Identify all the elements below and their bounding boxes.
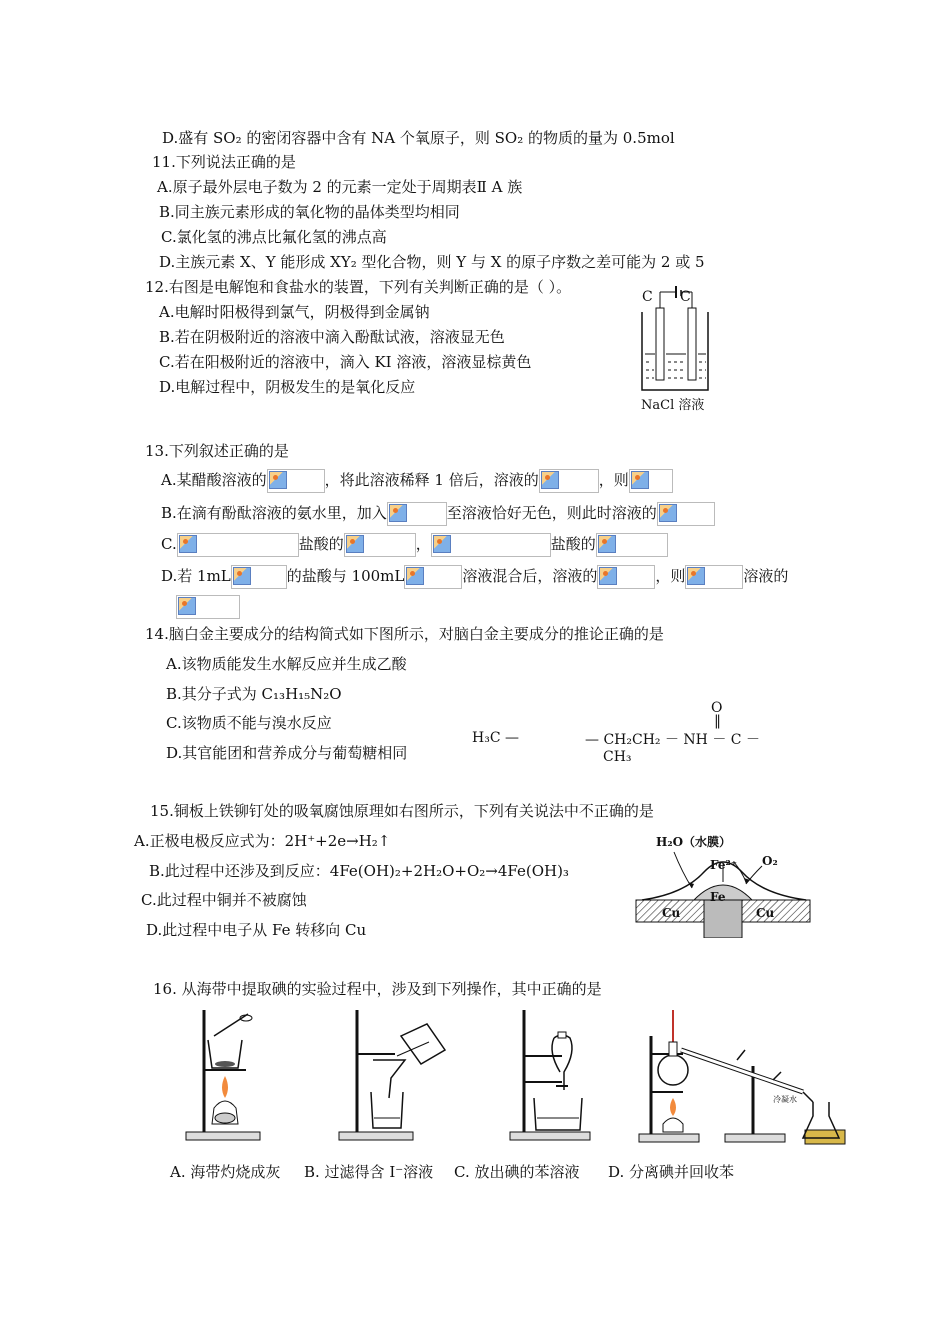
copper-label-left: Cu	[662, 906, 681, 920]
formula-image-placeholder	[231, 565, 287, 589]
q14-stem: 14.脑白金主要成分的结构简式如下图所示，对脑白金主要成分的推论正确的是	[145, 625, 664, 643]
image-icon	[541, 471, 559, 489]
image-icon	[346, 535, 364, 553]
image-icon	[233, 567, 251, 585]
q16-stem: 16. 从海带中提取碘的实验过程中，涉及到下列操作，其中正确的是	[153, 980, 602, 998]
q13-option-d-continued	[176, 593, 240, 619]
q14-option-b: B.其分子式为 C₁₃H₁₅N₂O	[166, 685, 342, 703]
electrolyte-label: NaCl 溶液	[641, 398, 705, 413]
apparatus-c-caption: C. 放出碘的苯溶液	[454, 1163, 580, 1181]
q12-option-c: C.若在阳极附近的溶液中，滴入 KI 溶液，溶液显棕黄色	[159, 353, 532, 371]
q13-option-c: C. 盐酸的 ， 盐酸的	[161, 531, 668, 557]
structure-methyl: CH₃	[603, 749, 632, 765]
q15-stem: 15.铜板上铁铆钉处的吸氧腐蚀原理如右图所示，下列有关说法中不正确的是	[150, 802, 654, 820]
structure-oxygen: O	[711, 700, 723, 716]
structure-left-group: H₃C —	[472, 730, 519, 746]
electrode-label-right: C	[680, 289, 691, 305]
q12-option-b: B.若在阴极附近的溶液中滴入酚酞试液，溶液显无色	[159, 328, 505, 346]
iron-label: Fe	[710, 890, 726, 904]
image-icon	[599, 567, 617, 585]
condenser-water-label: 冷凝水	[773, 1095, 797, 1104]
water-film-label: H₂O（水膜）	[656, 835, 732, 849]
formula-image-placeholder	[431, 533, 551, 557]
formula-image-placeholder	[404, 565, 462, 589]
q10-option-d: D.盛有 SO₂ 的密闭容器中含有 NA 个氧原子，则 SO₂ 的物质的量为 0.5mol	[162, 129, 675, 147]
image-icon	[179, 535, 197, 553]
q11-option-c: C.氯化氢的沸点比氟化氢的沸点高	[161, 228, 387, 246]
q14-option-c: C.该物质不能与溴水反应	[166, 714, 332, 732]
q15-option-b: B.此过程中还涉及到反应：4Fe(OH)₂+2H₂O+O₂→4Fe(OH)₃	[149, 862, 569, 880]
q12-option-a: A.电解时阳极得到氯气，阴极得到金属钠	[159, 303, 430, 321]
apparatus-a-figure	[184, 1006, 264, 1142]
formula-image-placeholder	[344, 533, 416, 557]
q15-option-a: A.正极电极反应式为：2H⁺+2e→H₂↑	[134, 832, 391, 850]
formula-image-placeholder	[176, 595, 240, 619]
structure-chain: — CH₂CH₂ － NH － C －	[585, 732, 760, 748]
formula-image-placeholder	[596, 533, 668, 557]
q11-option-a: A.原子最外层电子数为 2 的元素一定处于周期表Ⅱ A 族	[157, 178, 523, 196]
q15-option-d: D.此过程中电子从 Fe 转移向 Cu	[146, 921, 367, 939]
oxygen-label: O₂	[762, 854, 778, 868]
q13-option-a: A.某醋酸溶液的 ，将此溶液稀释 1 倍后，溶液的 ，则	[161, 467, 673, 493]
formula-image-placeholder	[685, 565, 743, 589]
q11-option-b: B.同主族元素形成的氧化物的晶体类型均相同	[159, 203, 460, 221]
q13-stem: 13.下列叙述正确的是	[145, 442, 289, 460]
image-icon	[598, 535, 616, 553]
apparatus-d-figure	[637, 1006, 847, 1148]
q12-stem: 12.右图是电解饱和食盐水的装置，下列有关判断正确的是（ ）。	[145, 278, 572, 296]
copper-label-right: Cu	[756, 906, 775, 920]
apparatus-b-figure	[337, 1006, 457, 1142]
image-icon	[269, 471, 287, 489]
image-icon	[406, 567, 424, 585]
image-icon	[687, 567, 705, 585]
formula-image-placeholder	[267, 469, 325, 493]
image-icon	[433, 535, 451, 553]
q11-option-d: D.主族元素 X、Y 能形成 XY₂ 型化合物，则 Y 与 X 的原子序数之差可能为 2 或 5	[159, 253, 705, 271]
formula-image-placeholder	[597, 565, 655, 589]
q14-option-d: D.其官能团和营养成分与葡萄糖相同	[166, 744, 408, 762]
q13-option-d: D.若 1mL 的盐酸与 100mL 溶液混合后，溶液的 ，则 溶液的	[161, 563, 788, 589]
formula-image-placeholder	[657, 502, 715, 526]
image-icon	[631, 471, 649, 489]
q11-stem: 11.下列说法正确的是	[152, 153, 296, 171]
formula-image-placeholder	[629, 469, 673, 493]
electrode-label-left: C	[642, 289, 653, 305]
structure-double-bond: ‖	[714, 713, 721, 729]
q15-option-c: C.此过程中铜并不被腐蚀	[141, 891, 307, 909]
formula-image-placeholder	[177, 533, 299, 557]
image-icon	[659, 504, 677, 522]
q13-option-b: B.在滴有酚酞溶液的氨水里，加入 至溶液恰好无色，则此时溶液的	[161, 500, 715, 526]
q14-option-a: A.该物质能发生水解反应并生成乙酸	[166, 655, 407, 673]
formula-image-placeholder	[387, 502, 447, 526]
apparatus-d-caption: D. 分离碘并回收苯	[608, 1163, 735, 1181]
q12-option-d: D.电解过程中，阴极发生的是氧化反应	[159, 378, 416, 396]
image-icon	[178, 597, 196, 615]
apparatus-a-caption: A. 海带灼烧成灰	[170, 1163, 281, 1181]
fe2-ion-label: Fe²⁺	[710, 858, 738, 872]
apparatus-c-figure	[508, 1006, 594, 1142]
formula-image-placeholder	[539, 469, 599, 493]
apparatus-b-caption: B. 过滤得含 I⁻溶液	[304, 1163, 434, 1181]
image-icon	[389, 504, 407, 522]
